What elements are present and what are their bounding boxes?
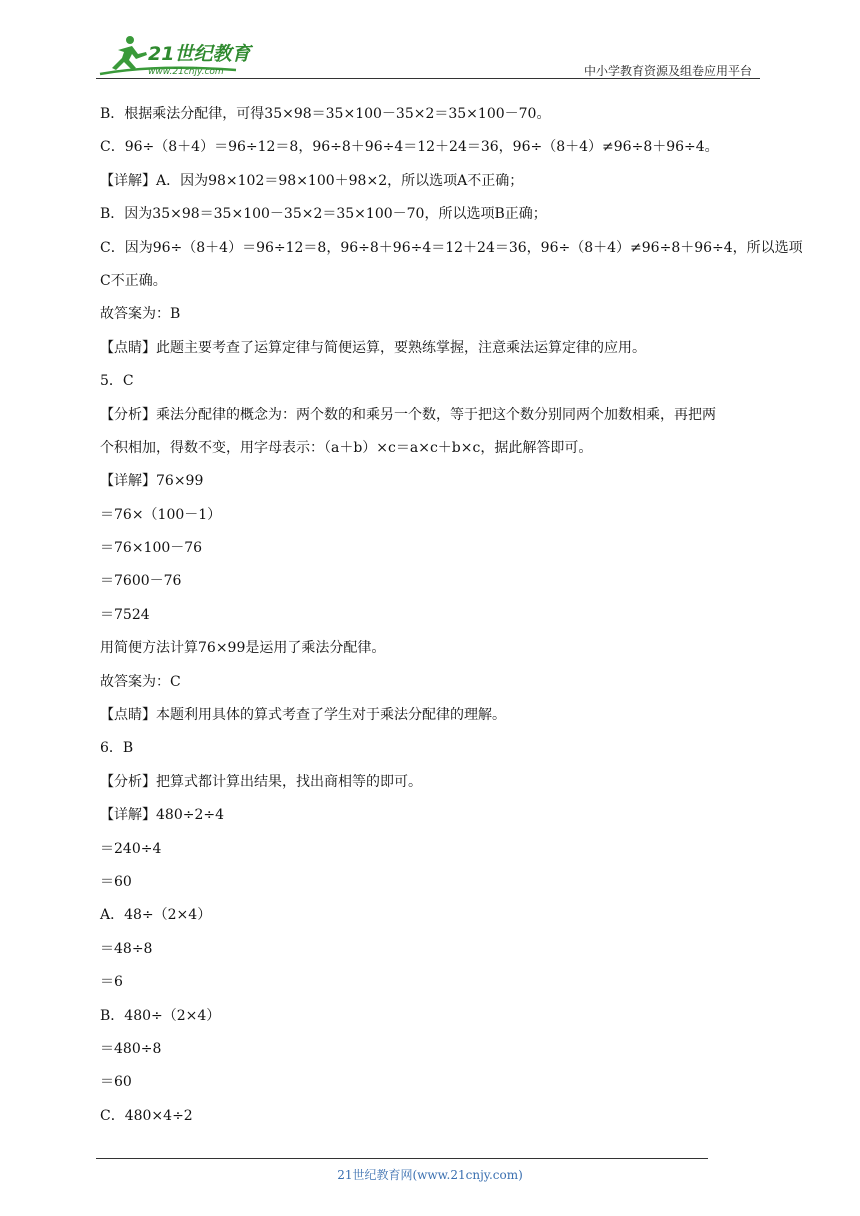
text-line: 【分析】把算式都计算出结果，找出商相等的即可。 [100,773,422,790]
text-line: C．因为96÷（8＋4）＝96÷12＝8，96÷8＋96÷4＝12＋24＝36，96÷（8＋4）≠96÷8＋96÷4，所以选项 [100,239,803,256]
text-line: ＝60 [100,873,132,890]
text-line: ＝6 [100,974,123,991]
text-line: C．96÷（8＋4）＝96÷12＝8，96÷8＋96÷4＝12＋24＝36，96÷（8＋4）≠96÷8＋96÷4。 [100,139,719,156]
text-line: C．480×4÷2 [100,1107,193,1124]
text-line: 用简便方法计算76×99是运用了乘法分配律。 [100,640,386,657]
logo-21cnjy [96,30,296,80]
text-line: 【详解】480÷2÷4 [100,807,224,824]
text-line: A．48÷（2×4） [100,907,212,924]
question-number: 5．C [100,373,134,390]
platform-name: 中小学教育资源及组卷应用平台 [583,64,752,78]
logo-url: www.21cnjy.com [148,67,224,77]
text-line: B．因为35×98＝35×100－35×2＝35×100－70，所以选项B正确； [100,206,547,223]
text-line: ＝60 [100,1074,132,1091]
text-line: 故答案为：B [100,306,181,323]
text-line: 【详解】76×99 [100,473,204,490]
text-line: ＝480÷8 [100,1040,162,1057]
text-line: 【点睛】本题利用具体的算式考查了学生对于乘法分配律的理解。 [100,707,506,724]
text-line: 【点睛】此题主要考查了运算定律与简便运算，要熟练掌握，注意乘法运算定律的应用。 [100,339,646,356]
text-line: B．480÷（2×4） [100,1007,221,1024]
text-line: 【分析】乘法分配律的概念为：两个数的和乘另一个数，等于把这个数分别同两个加数相乘，再把两 [100,406,716,423]
text-line: ＝76×100－76 [100,540,203,557]
text-line: ＝48÷8 [100,940,153,957]
question-number: 6．B [100,740,134,757]
text-line: ＝240÷4 [100,840,162,857]
page-header [96,30,760,80]
document-body [100,104,803,1139]
footer-link[interactable]: 21世纪教育网(www.21cnjy.com) [337,1168,523,1182]
text-line: 故答案为：C [100,673,181,690]
text-line: ＝7600－76 [100,573,182,590]
text-line: ＝7524 [100,606,150,623]
text-line: B．根据乘法分配律，可得35×98＝35×100－35×2＝35×100－70。 [100,106,551,122]
logo-text: 21世纪教育 [148,43,251,65]
footer-divider [96,1158,708,1159]
text-line: 【详解】A．因为98×102＝98×100＋98×2，所以选项A不正确； [100,172,524,189]
header-divider [96,78,760,79]
text-line: 个积相加，得数不变，用字母表示：（a＋b）×c＝a×c＋b×c，据此解答即可。 [100,439,593,456]
text-line: ＝76×（100－1） [100,506,222,523]
text-line: C不正确。 [100,272,167,289]
